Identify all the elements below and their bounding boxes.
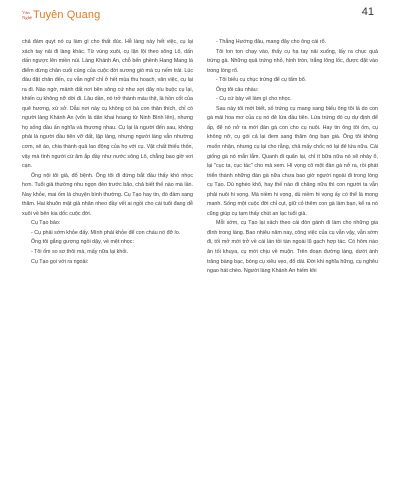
paragraph: chả đám quyt nó cụ làm gì cho thất đúc. Hễ làng này hết việc, cụ lại xách tay nải đi làng khác. Từ vùng xuôi, cụ lận lội theo sông Lô, dấn dấn ngược lên miền núi. Làng Khánh An, chỗ bến ghềnh Hang Mang là điểm dừng chân cuối cùng của cuộc đời sương gió mà cụ nếm trải. Lúc đầu đặt chân đến, cụ vẫn nghĩ chỉ ở hết mùa thu hoạch, vãn việc, cụ lại ra đi. Nào ngờ, mảnh đất nơi bên sông cứ như sợi dây níu buộc cụ lại, khiến cụ không nỡ dời đi. Lâu dần, nó trở thành máu thịt, là hồn cốt của quê hương, xứ sở. Dẫu nơi này cụ không có bà con thân thích, chỉ có người làng Khánh An (vốn là dân khai hoang từ Ninh Bình lên), nhưng họ sống đầu ấn nghĩa và thương nhau. Cụ lại là người đến sau, không phải là người đầu tiên vỡ đất, lập làng, nhưng người làng vẫn nhường cơm, xẻ áo, chia thành quả lao động của họ với cụ. Vật chất thiếu thốn, vậy mà tình người cứ ăm ắp đầy như nước sông Lô, chẳng bao giờ vơi cạn. [22, 39, 193, 170]
left-column [22, 38, 193, 478]
paragraph: Cụ Tạo gọi với ra ngoài: [31, 258, 89, 265]
paragraph: - Thắng Hướng đâu, mang đây cho ông cái rổ. [216, 39, 327, 45]
page-header [0, 0, 402, 22]
paragraph: Ông nội tôi giả, đổ bệnh. Ông tôi đi đứng bắt đầu thấy khó nhọc hơn. Tuổi giả thường nhu ngọn đèn trước bão, chả biết thế nào mà lần. Nay khỏe, mai ốm là chuyện bình thường. Cụ Tạo hay tin, đò đầm sang thăm. Hai khuôn mặt già nhăn nheo đầy vết ai ngồi cho cái tuổi đang dễ xuôi về bên kia dốc cuộc đời. [22, 172, 193, 217]
paragraph: Sau này tôi mới biết, số trứng cụ mang sang biếu ông tôi là do con gà mái hoa mơ của cụ nó đẻ lứa đầu tiên. Lứa trứng đó cụ dự định để ấp, để nó nở ra mới đàn gà con cho cụ nuôi. Hay tin ông tôi ốm, cụ không nỡ, cụ gói cả lại đem sang thăm ông bạn già. Ông tôi không muốn nhận, nhưng cụ lại cho rằng, chả mấy chốc nó lại đẻ lứa nữa. Cái giống gà nó mắn lắm. Quanh đi quẩn lại, chỉ ít bữa nữa nó sẽ nhảy ổ, lại "cục ta, cục tác" cho mà xem. Hì vọng cô một đàn gà nở ra, rồi phát triển thành những đàn gà nữa chưa bao giờ người ngoài đi trong lòng cụ Tạo. Dù nghèo khổ, hay thế nào đi chăng nữa thì con người ta vẫn phải nuôi hi vọng. Mà niềm hi vọng, dù niềm hi vọng ấy có thể là mong manh. Sống một cuộc đời chỉ cụt, giữ cỏ thêm con gà làm bạn, kể ra nó cũng giúp cụ tạm thấy chút an lạc tuổi già. [207, 105, 378, 217]
paragraph: Ông tôi cảu nhàu: [216, 86, 259, 93]
paragraph: - Cụ phải sớm khỏe đấy. Mình phải khỏe để con cháu nó đỡ lo. [31, 229, 181, 236]
paragraph: Cụ Tạo bảo: [31, 220, 61, 227]
paragraph: - Tôi ốm so sơ thôi mà, mấy nữa lại khỏi. [31, 249, 128, 256]
logo-small-bottom: Nghệ [22, 15, 32, 20]
paragraph: - Tôi biếu cụ chục trứng để cụ tẩm bổ. [216, 77, 307, 84]
paragraph: - Cụ cứ bày vẽ làm gì cho nhọc. [216, 96, 292, 103]
logo-small-text [22, 10, 32, 20]
paragraph: Mỗi sớm, cụ Tạo lại xách theo cái đòn gánh đi làm cho những gia đình trong làng. Bao nhiêu năm nay, công việc của cụ vẫn vậy, vẫn sớm đi, tối mở mới trở về cái lán tồi tàn ngoài lũ gạch hợp tác. Có hôm nào ăn tối khuya, cụ mới chịu về muộn. Trên đoạn đường làng, dưới ánh trăng bàng bạc, bóng cụ xiêu vẹo, đổ dài. Đời khi nghĩa hững, cụ nghêu ngao hát chèo. Người làng Khánh An hiếm khi [207, 220, 378, 275]
magazine-logo [22, 7, 100, 21]
article-body [22, 38, 378, 478]
right-column [207, 38, 378, 478]
logo-small-top: Văn [22, 10, 30, 15]
page-number: 41 [361, 6, 374, 18]
paragraph: Ông tôi gắng gượng ngồi dậy, về mệt nhọc: [31, 239, 134, 246]
paragraph: Tôi lon ton chạy vào, thấy cụ hạ tay nải xuống, lấy ra chục quả trứng gà. Những quả trứng nhỏ, hình tròn, trắng lông lốc, được đặt vào trong lòng rổ. [207, 48, 378, 74]
logo-title: Tuyên Quang [32, 9, 101, 21]
